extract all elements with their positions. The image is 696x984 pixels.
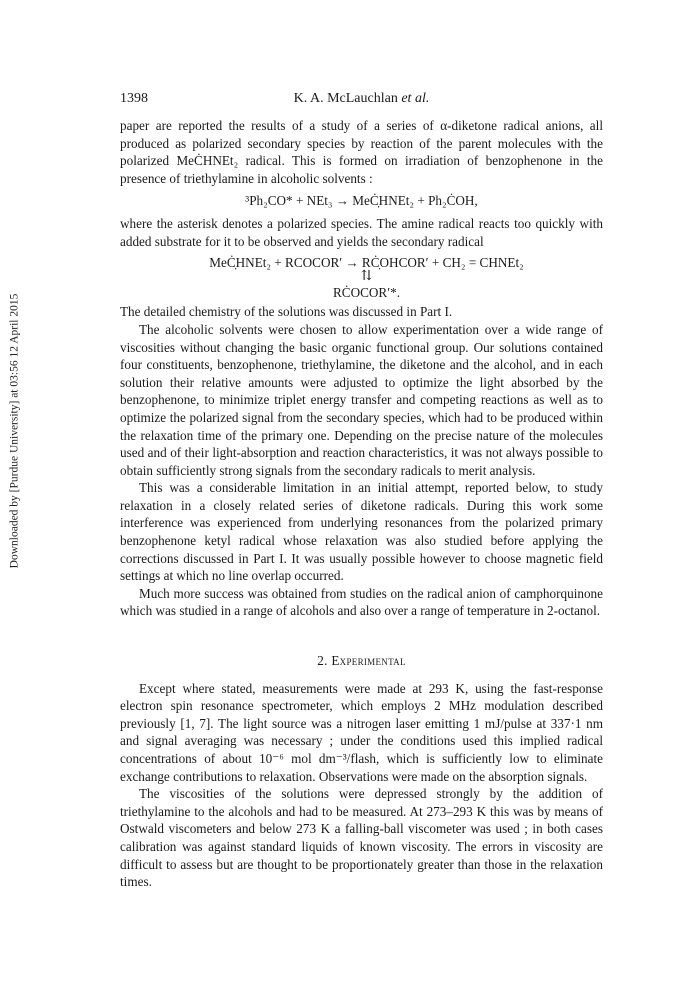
section-heading xyxy=(120,652,603,670)
download-watermark xyxy=(4,200,24,662)
author-et-al: et al. xyxy=(401,91,430,106)
paragraph-viscosities: The viscosities of the solutions were depressed strongly by the addition of triethylamine to the alcohols and had to be measured. At 273–293 K this was by means of Ostwald viscometers and below 273 K a falling-ball viscometer was used ; in both cases calibration was against standard liquids of known viscosity. The errors in viscosity are difficult to assess but are thought to be proportionately greater than those in the relaxation times. xyxy=(120,786,603,890)
page-number: 1398 xyxy=(120,91,148,106)
equation-1: ³Ph₂CO* + NEt₃ → MeĊ̣HNEt₂ + Ph₂ĊOH, xyxy=(245,193,478,209)
section-title: Experimental xyxy=(331,653,406,669)
section-number: 2. xyxy=(317,653,328,669)
author-names: K. A. McLauchlan xyxy=(293,91,398,106)
running-title xyxy=(120,91,603,107)
running-header xyxy=(120,91,603,111)
paragraph-intro: paper are reported the results of a study of a series of α-diketone radical anions, all produced as polarized secondary species by reaction of the parent molecules with the polarized MeĊHNEt₂ radical. This is formed on irradiation of benzophenone in the presence of triethylamine in alcoholic solvents : xyxy=(120,118,603,186)
equation-3: RĊOCOR′*. xyxy=(332,284,400,300)
paragraph-chemistry: The detailed chemistry of the solutions was discussed in Part I. xyxy=(120,304,453,320)
paragraph-limitation: This was a considerable limitation in an initial attempt, reported below, to study relaxation in a closely related series of diketone radicals. During this work some interference was experienced from underlying resonances from the polarized primary benzophenone ketyl radical whose relaxation was also studied before applying the corrections discussed in Part I. It was usually possible however to choose magnetic field settings at which no line overlap occurred. xyxy=(120,480,603,584)
paragraph-camphorquinone: Much more success was obtained from studies on the radical anion of camphorquinone which was studied in a range of alcohols and also over a range of temperature in 2-octanol. xyxy=(120,585,603,619)
paragraph-asterisk: where the asterisk denotes a polarized species. The amine radical reacts too quickly with added substrate for it to be observed and yields the secondary radical xyxy=(120,215,603,249)
download-watermark-text: Downloaded by [Purdue University] at 03:56 12 April 2015 xyxy=(8,293,20,569)
paragraph-solvents: The alcoholic solvents were chosen to allow experimentation over a wide range of viscosities without changing the basic organic functional group. Our solutions contained four constituents, benzophenone, triethylamine, the diketone and the alcohol, and in each solution their relative amounts were adjusted to optimize the light absorbed by the benzophenone, to minimize triplet energy transfer and competing reactions as well as to optimize the polarized signal from the secondary species, which had to be produced within the relaxation time of the primary one. Depending on the precise nature of the molecules used and of their light-absorption and reaction characteristics, it was not always possible to obtain sufficiently strong signals from the secondary radicals to merit analysis. xyxy=(120,321,603,478)
paragraph-measurements: Except where stated, measurements were made at 293 K, using the fast-response electron spin resonance spectrometer, which employs 2 MHz modulation described previously [1, 7]. The light source was a nitrogen laser emitting 1 mJ/pulse at 337·1 nm and signal averaging was necessary ; under the conditions used this implied radical concentrations of about 10⁻⁶ mol dm⁻³/flash, which is sufficiently low to eliminate exchange contributions to relaxation. Observations were made on the absorption signals. xyxy=(120,680,603,784)
equation-2: MeĊ̣HNEt₂ + RCOCOR′ → RĊ̣OHCOR′ + CH₂ = CHNEt₂ xyxy=(209,255,524,271)
page-body xyxy=(120,117,603,891)
equilibrium-arrow-icon: ⇅ xyxy=(360,268,373,284)
